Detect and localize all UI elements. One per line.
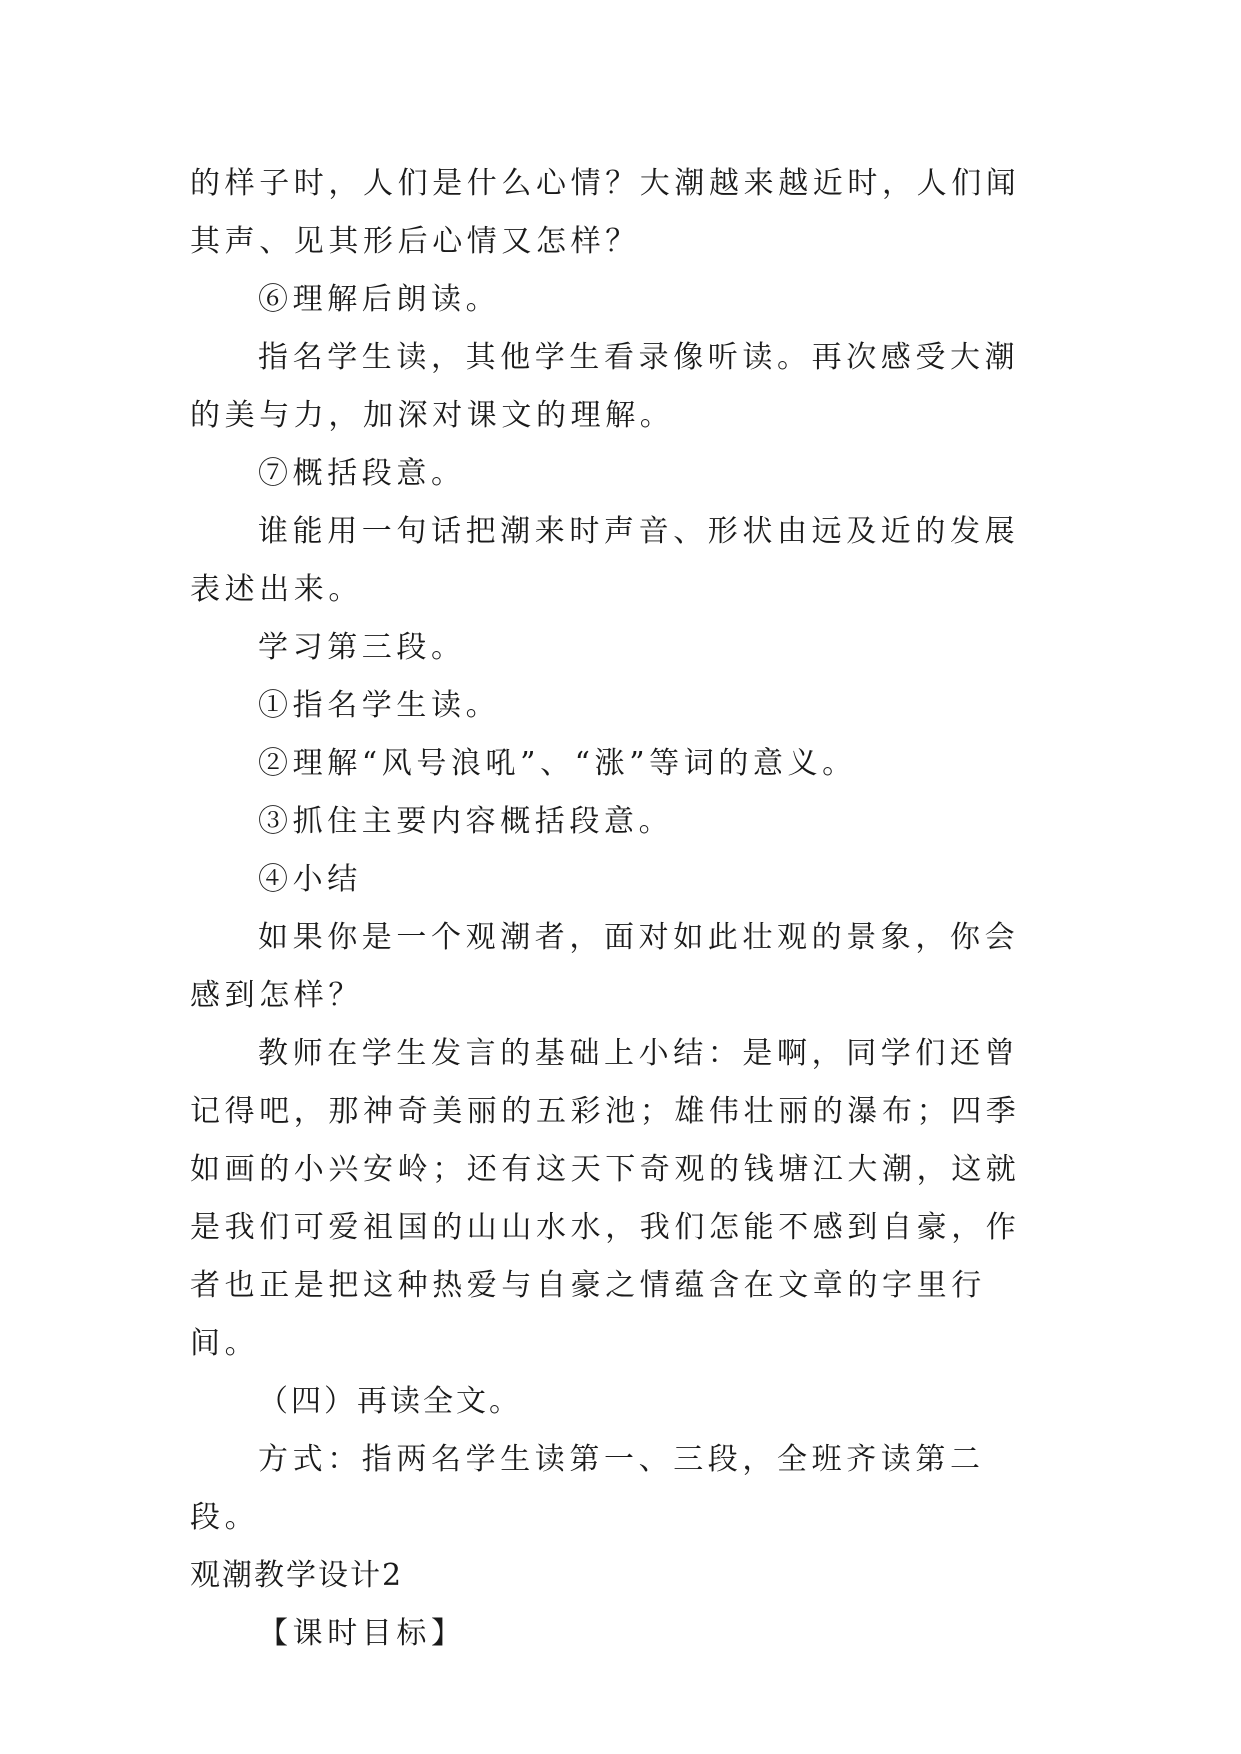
paragraph-11: 如果你是一个观潮者，面对如此壮观的景象，你会感到怎样？ [190,920,1020,1013]
paragraph-14: 方式：指两名学生读第一、三段，全班齐读第二段。 [190,1442,985,1535]
paragraph-4: ⑦概括段意。 [258,456,466,491]
document-body [190,155,1050,1663]
paragraph-12: 教师在学生发言的基础上小结：是啊，同学们还曾记得吧，那神奇美丽的五彩池；雄伟壮丽的瀑布；四季如画的小兴安岭；还有这天下奇观的钱塘江大潮，这就是我们可爱祖国的山山水水，我们怎能不感到自豪，作者也正是把这种热爱与自豪之情蕴含在文章的字里行间。 [190,1036,1021,1361]
paragraph-10: ④小结 [258,862,362,897]
subsection-heading: 【课时目标】 [258,1616,466,1651]
paragraph-3: 指名学生读，其他学生看录像听读。再次感受大潮的美与力，加深对课文的理解。 [190,340,1020,433]
paragraph-1: 的样子时，人们是什么心情？大潮越来越近时，人们闻其声、见其形后心情又怎样？ [190,166,1021,259]
paragraph-13: （四）再读全文。 [258,1384,522,1419]
paragraph-6: 学习第三段。 [258,630,466,665]
paragraph-9: ③抓住主要内容概括段意。 [258,804,674,839]
paragraph-2: ⑥理解后朗读。 [258,282,501,317]
paragraph-5: 谁能用一句话把潮来时声音、形状由远及近的发展表述出来。 [190,514,1020,607]
paragraph-7: ①指名学生读。 [258,688,501,723]
section-title: 观潮教学设计2 [190,1558,404,1593]
paragraph-8: ②理解“风号浪吼”、“涨”等词的意义。 [258,746,857,781]
